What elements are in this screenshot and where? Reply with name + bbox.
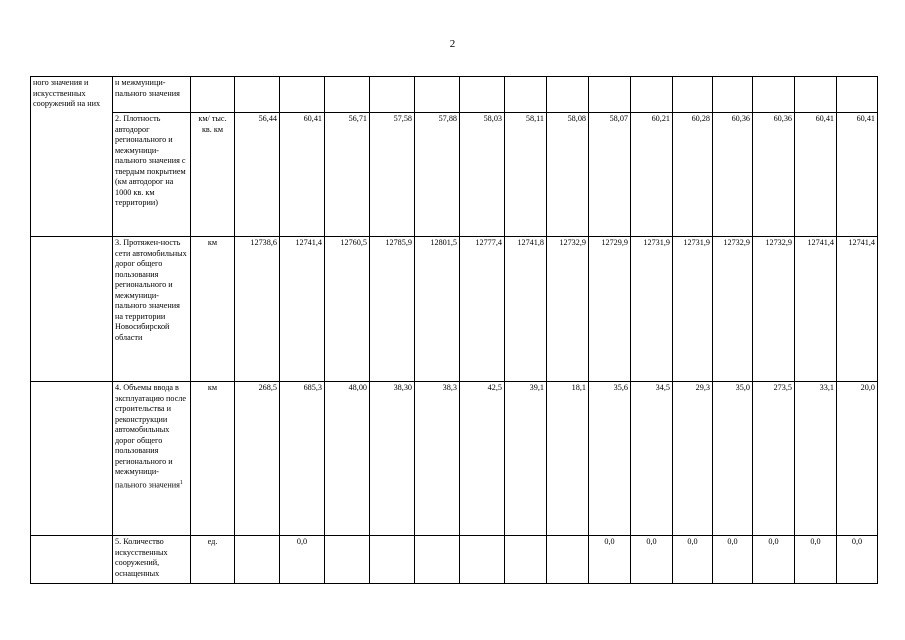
- section-label-cell: ного значения и искусственных сооружений на них: [31, 77, 113, 237]
- value-cell: [837, 77, 878, 113]
- value-cell: 12785,9: [370, 237, 415, 382]
- value-cell: 685,3: [280, 382, 325, 536]
- unit-cell: ед.: [191, 536, 235, 584]
- table-row: [31, 77, 878, 113]
- value-cell: 0,0: [837, 536, 878, 584]
- value-cell: 12741,8: [505, 237, 547, 382]
- value-cell: 60,28: [673, 113, 713, 237]
- value-cell: [505, 536, 547, 584]
- value-cell: 33,1: [795, 382, 837, 536]
- value-cell: 60,36: [713, 113, 753, 237]
- value-cell: 29,3: [673, 382, 713, 536]
- value-cell: 12760,5: [325, 237, 370, 382]
- value-cell: 60,41: [795, 113, 837, 237]
- value-cell: 38,3: [415, 382, 460, 536]
- value-cell: [415, 536, 460, 584]
- indicator-cell: [113, 382, 191, 536]
- value-cell: [795, 77, 837, 113]
- value-cell: [460, 536, 505, 584]
- value-cell: 0,0: [795, 536, 837, 584]
- value-cell: 268,5: [235, 382, 280, 536]
- value-cell: [235, 77, 280, 113]
- page-number: 2: [449, 38, 456, 50]
- value-cell: 60,41: [837, 113, 878, 237]
- value-cell: 60,41: [280, 113, 325, 237]
- value-cell: 12732,9: [547, 237, 589, 382]
- unit-cell: км: [191, 237, 235, 382]
- value-cell: [505, 77, 547, 113]
- value-cell: 35,6: [589, 382, 631, 536]
- value-cell: [370, 77, 415, 113]
- indicator-cell: [113, 536, 191, 584]
- value-cell: 12732,9: [753, 237, 795, 382]
- value-cell: [713, 77, 753, 113]
- table-row: [31, 237, 878, 382]
- indicators-table: [30, 76, 878, 584]
- empty-section-cell: [31, 237, 113, 382]
- unit-cell: км: [191, 382, 235, 536]
- table-row: [31, 536, 878, 584]
- value-cell: 12729,9: [589, 237, 631, 382]
- value-cell: [547, 536, 589, 584]
- value-cell: 12738,6: [235, 237, 280, 382]
- unit-cell: км/ тыс. кв. км: [191, 113, 235, 237]
- value-cell: 0,0: [753, 536, 795, 584]
- value-cell: 57,58: [370, 113, 415, 237]
- value-cell: 12731,9: [673, 237, 713, 382]
- indicator-text: 5. Количество искусственных сооружений, оснащенных: [115, 537, 168, 578]
- value-cell: 60,36: [753, 113, 795, 237]
- value-cell: 58,08: [547, 113, 589, 237]
- unit-cell: [191, 77, 235, 113]
- value-cell: [631, 77, 673, 113]
- value-cell: 35,0: [713, 382, 753, 536]
- footnote-mark: 1: [179, 479, 183, 486]
- value-cell: 12801,5: [415, 237, 460, 382]
- value-cell: [547, 77, 589, 113]
- value-cell: [589, 77, 631, 113]
- value-cell: 39,1: [505, 382, 547, 536]
- value-cell: 20,0: [837, 382, 878, 536]
- value-cell: [325, 536, 370, 584]
- value-cell: [460, 77, 505, 113]
- value-cell: 60,21: [631, 113, 673, 237]
- table-row: [31, 382, 878, 536]
- value-cell: 48,00: [325, 382, 370, 536]
- value-cell: [325, 77, 370, 113]
- value-cell: [673, 77, 713, 113]
- indicator-cell: [113, 77, 191, 113]
- empty-section-cell: [31, 536, 113, 584]
- value-cell: 58,11: [505, 113, 547, 237]
- value-cell: 57,88: [415, 113, 460, 237]
- indicator-text: 2. Плотность автодорог регионального и межмуници-пального значения с твердым покрытием (км автодорог на 1000 кв. км территории): [115, 114, 186, 207]
- value-cell: 0,0: [713, 536, 753, 584]
- value-cell: 12731,9: [631, 237, 673, 382]
- value-cell: 12777,4: [460, 237, 505, 382]
- value-cell: 0,0: [589, 536, 631, 584]
- value-cell: 56,44: [235, 113, 280, 237]
- value-cell: 56,71: [325, 113, 370, 237]
- value-cell: 58,07: [589, 113, 631, 237]
- indicator-text: н межмуници-пального значения: [115, 78, 180, 98]
- empty-section-cell: [31, 382, 113, 536]
- indicator-text: 3. Протяжен-ность сети автомобильных дорог общего пользования регионального и межмуници-пального значения на территории Новосибирской области: [115, 238, 187, 342]
- value-cell: 18,1: [547, 382, 589, 536]
- value-cell: 0,0: [631, 536, 673, 584]
- value-cell: 273,5: [753, 382, 795, 536]
- table-row: [31, 113, 878, 237]
- value-cell: 12741,4: [837, 237, 878, 382]
- value-cell: 12732,9: [713, 237, 753, 382]
- value-cell: 0,0: [673, 536, 713, 584]
- value-cell: [370, 536, 415, 584]
- indicator-cell: [113, 113, 191, 237]
- value-cell: 38,30: [370, 382, 415, 536]
- value-cell: [753, 77, 795, 113]
- value-cell: 34,5: [631, 382, 673, 536]
- indicator-cell: [113, 237, 191, 382]
- value-cell: 12741,4: [795, 237, 837, 382]
- value-cell: 0,0: [280, 536, 325, 584]
- value-cell: 42,5: [460, 382, 505, 536]
- indicator-text: 4. Объемы ввода в эксплуатацию после строительства и реконструкции автомобильных дорог общего пользования регионального и межмуници-пального значения: [115, 383, 187, 490]
- value-cell: [235, 536, 280, 584]
- value-cell: 58,03: [460, 113, 505, 237]
- value-cell: [415, 77, 460, 113]
- value-cell: 12741,4: [280, 237, 325, 382]
- value-cell: [280, 77, 325, 113]
